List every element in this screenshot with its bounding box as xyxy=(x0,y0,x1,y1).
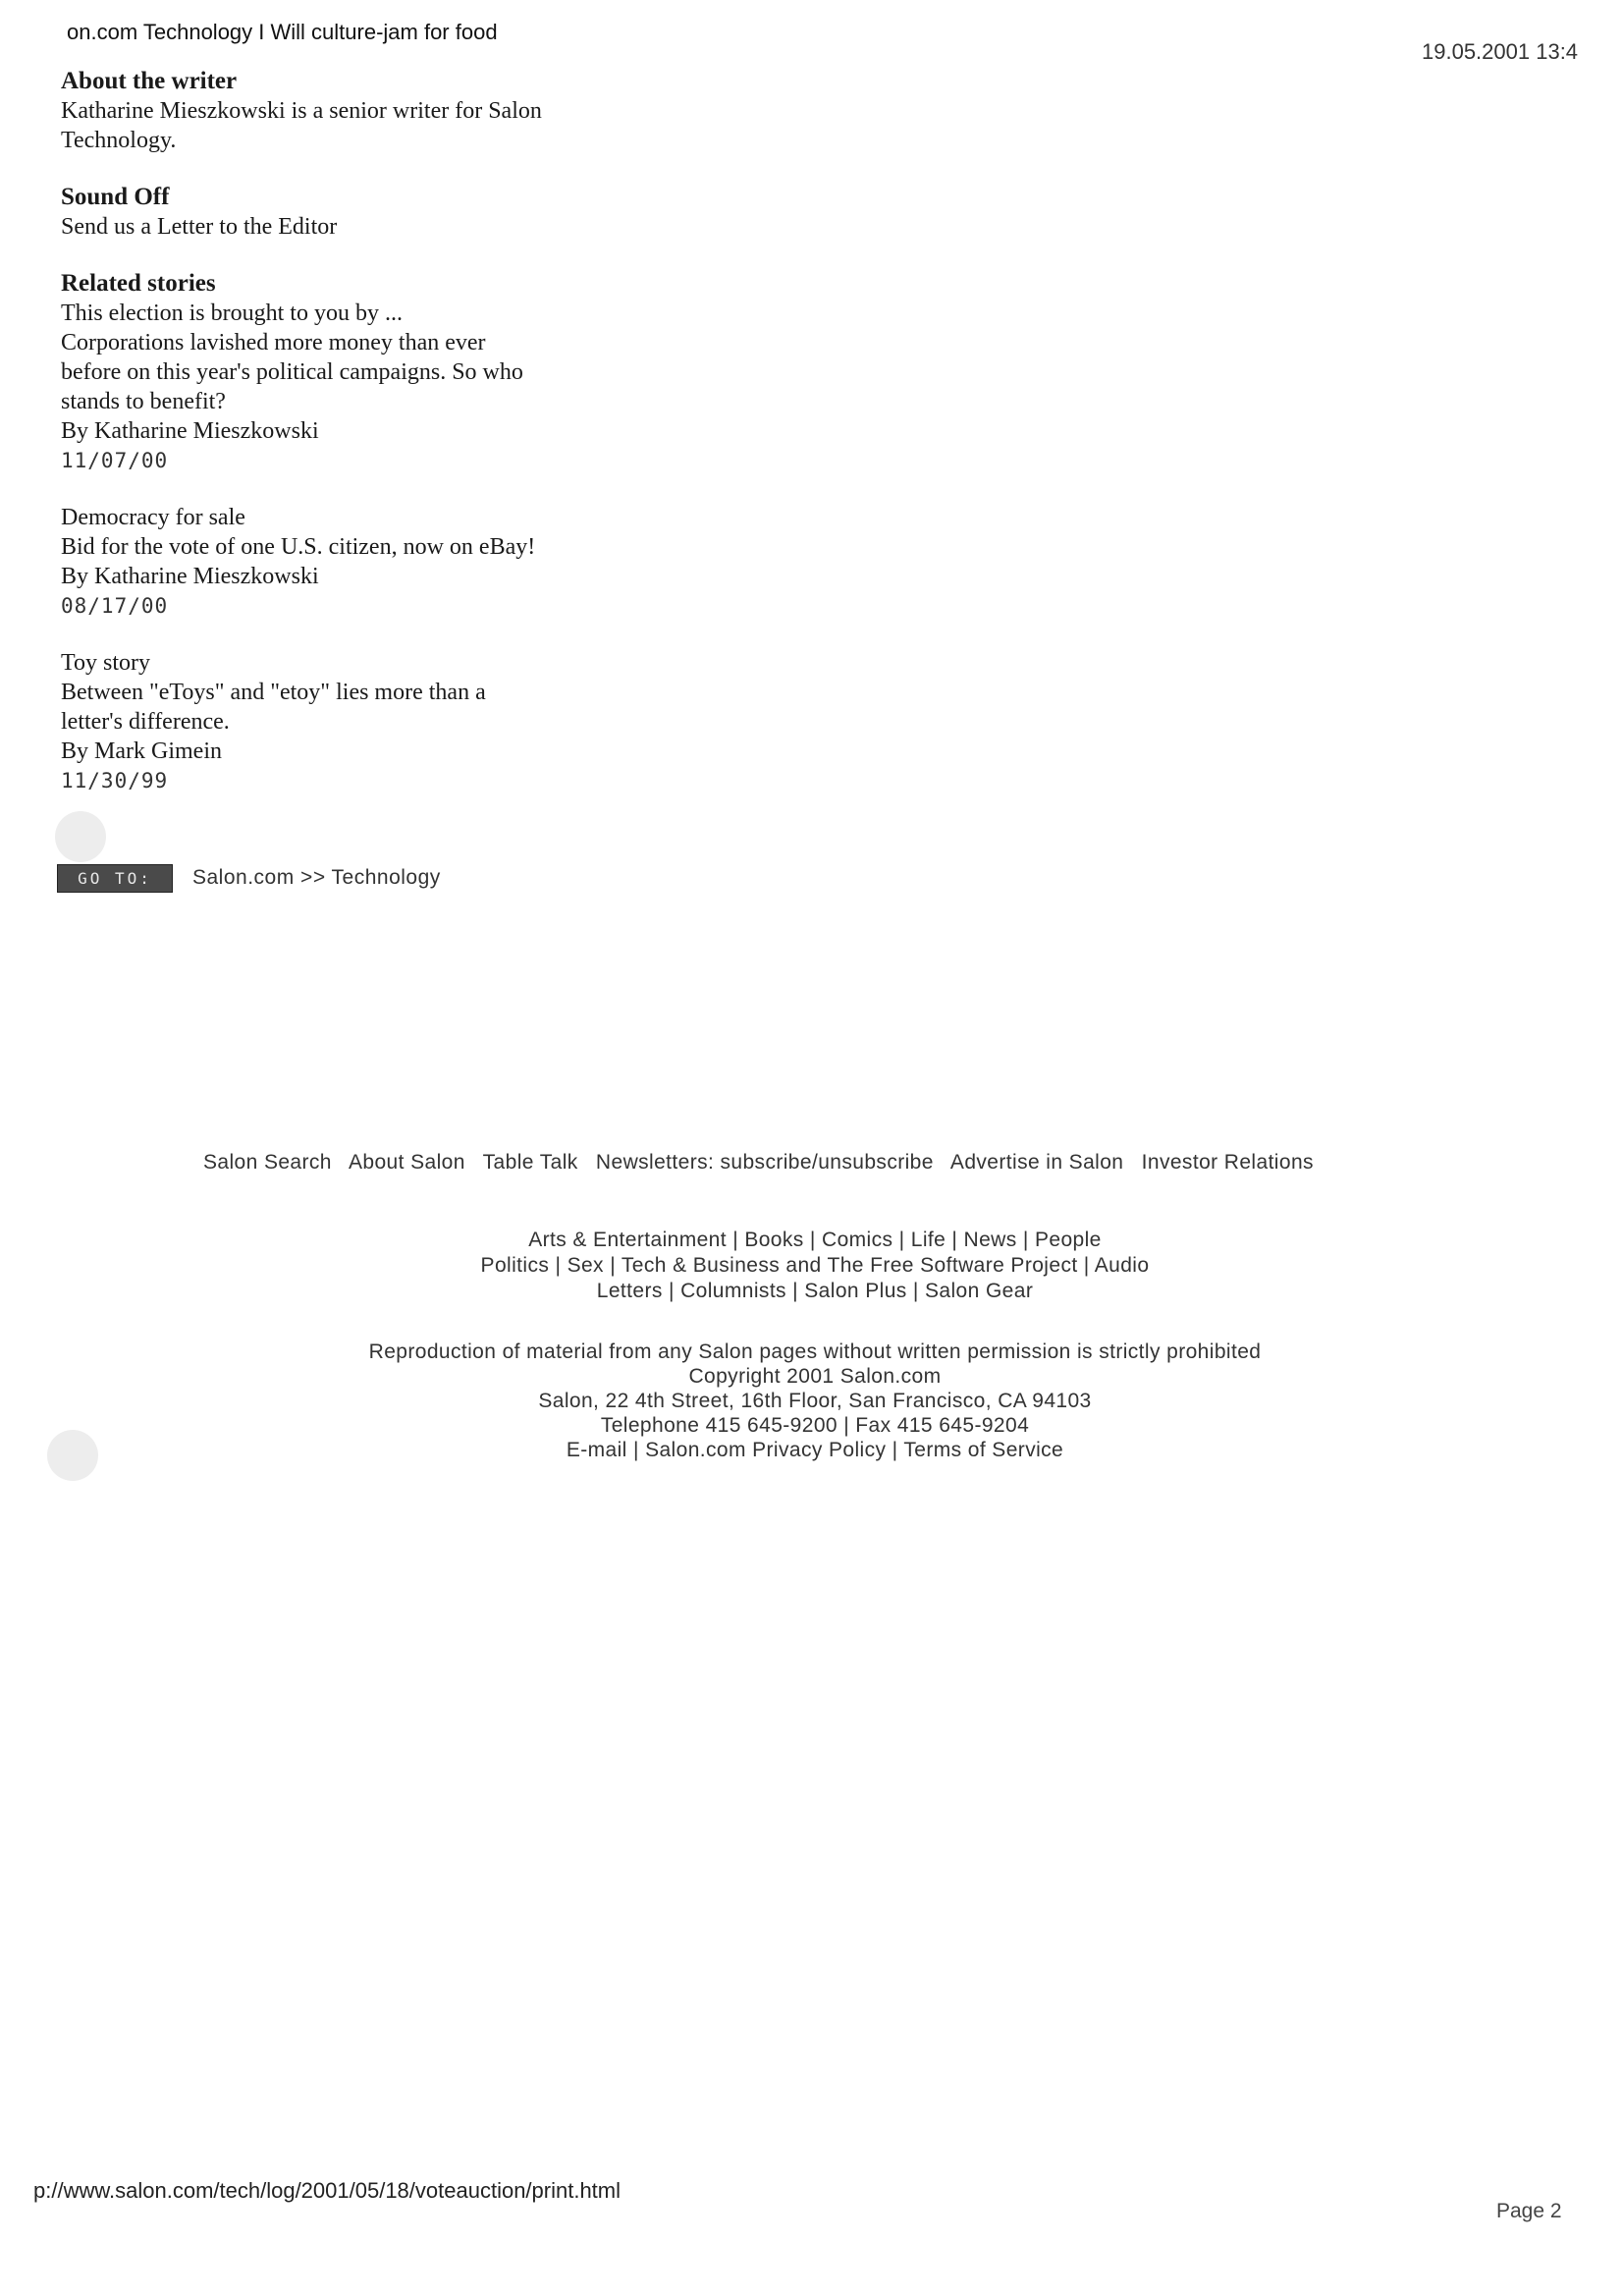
phone-fax-text: Telephone 415 645-9200 | Fax 415 645-9204 xyxy=(600,1414,1030,1437)
related-story-desc: Bid for the vote of one U.S. citizen, now on eBay! xyxy=(61,534,536,560)
footer-nav-link[interactable]: About Salon xyxy=(348,1151,465,1174)
related-story-desc: before on this year's political campaigns. So who xyxy=(61,359,523,385)
related-story-desc: stands to benefit? xyxy=(61,389,226,414)
footer-sections xyxy=(295,1228,1335,1304)
about-writer-heading: About the writer xyxy=(61,68,238,94)
related-story-byline: By Katharine Mieszkowski xyxy=(61,418,319,444)
related-story-date: 11/30/99 xyxy=(61,769,169,793)
related-story xyxy=(61,299,611,475)
about-writer-section xyxy=(61,67,611,155)
related-story-desc: letter's difference. xyxy=(61,709,230,735)
related-story-link[interactable]: Toy story xyxy=(61,650,150,676)
print-footer-url: p://www.salon.com/tech/log/2001/05/18/voteauction/print.html xyxy=(33,2178,622,2203)
footer-nav-link[interactable]: Investor Relations xyxy=(1141,1151,1314,1174)
related-story-link[interactable]: This election is brought to you by ... xyxy=(61,301,403,326)
letter-to-editor-link[interactable]: Send us a Letter to the Editor xyxy=(61,214,338,240)
legal-links[interactable]: E-mail | Salon.com Privacy Policy | Terms of Service xyxy=(566,1439,1064,1461)
punch-hole-mark xyxy=(55,811,106,862)
related-story-desc: Between "eToys" and "etoy" lies more than a xyxy=(61,680,486,705)
related-story-byline: By Katharine Mieszkowski xyxy=(61,564,319,589)
related-stories-section xyxy=(61,269,611,795)
footer-nav-link[interactable]: Newsletters: subscribe/unsubscribe xyxy=(595,1151,934,1174)
print-timestamp: 19.05.2001 13:4 xyxy=(1422,39,1579,64)
footer-nav xyxy=(203,1151,1325,1175)
related-story-byline: By Mark Gimein xyxy=(61,738,222,764)
punch-hole-mark xyxy=(47,1430,98,1481)
sound-off-heading: Sound Off xyxy=(61,184,170,210)
footer-nav-link[interactable]: Advertise in Salon xyxy=(949,1151,1124,1174)
footer-sections-line[interactable]: Politics | Sex | Tech & Business and The Free Software Project | Audio xyxy=(480,1254,1150,1277)
address-text: Salon, 22 4th Street, 16th Floor, San Francisco, CA 94103 xyxy=(538,1390,1092,1412)
page-number: Page 2 xyxy=(1496,2200,1562,2222)
footer-nav-link[interactable]: Salon Search xyxy=(203,1151,332,1174)
footer-nav-link[interactable]: Table Talk xyxy=(482,1151,578,1174)
related-story-link[interactable]: Democracy for sale xyxy=(61,505,245,530)
goto-bar xyxy=(57,861,441,895)
footer-sections-line[interactable]: Arts & Entertainment | Books | Comics | Life | News | People xyxy=(528,1229,1102,1251)
copyright-text: Copyright 2001 Salon.com xyxy=(688,1365,942,1388)
footer-sections-line[interactable]: Letters | Columnists | Salon Plus | Salon Gear xyxy=(596,1280,1034,1302)
about-writer-text: Technology. xyxy=(61,128,177,153)
footer-legal xyxy=(295,1339,1335,1462)
related-story-desc: Corporations lavished more money than ever xyxy=(61,330,486,355)
related-stories-heading: Related stories xyxy=(61,270,216,297)
section-breadcrumb-link[interactable]: Salon.com >> Technology xyxy=(192,866,441,889)
related-story xyxy=(61,648,611,795)
sound-off-section xyxy=(61,183,611,242)
reproduction-notice: Reproduction of material from any Salon pages without written permission is strictly prohibited xyxy=(368,1340,1262,1363)
print-header-title: on.com Technology I Will culture-jam for food xyxy=(67,20,498,44)
article-sidebar xyxy=(61,67,611,795)
related-story-date: 08/17/00 xyxy=(61,594,169,618)
about-writer-text: Katharine Mieszkowski is a senior writer for Salon xyxy=(61,98,542,124)
related-story xyxy=(61,503,611,621)
goto-button[interactable]: GO TO: xyxy=(57,864,173,893)
related-story-date: 11/07/00 xyxy=(61,449,169,472)
